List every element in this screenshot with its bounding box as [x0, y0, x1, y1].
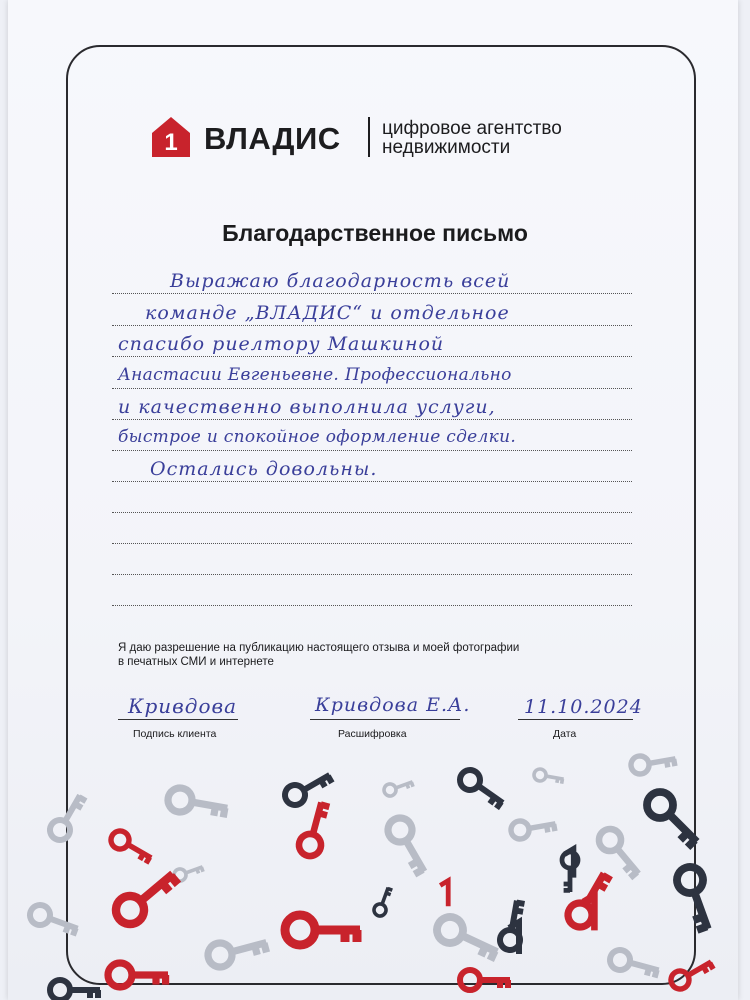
handwritten-line: Анастасии Евгеньевне. Профессионально: [118, 365, 512, 385]
ruled-line: [112, 543, 632, 544]
key-icon: [533, 768, 565, 785]
signature-line: [118, 719, 238, 720]
digit-one-icon: [440, 881, 448, 907]
brand-tagline: [382, 119, 562, 157]
key-icon: [456, 766, 508, 811]
letter-title: Благодарственное письмо: [222, 220, 528, 246]
key-icon: [108, 828, 156, 866]
ruled-line: [112, 388, 632, 389]
key-icon: [642, 787, 706, 851]
key-icon: [108, 963, 168, 987]
name-decoding: Кривдова Е.А.: [315, 694, 471, 716]
publication-consent: [118, 641, 598, 669]
date-caption: Дата: [553, 728, 577, 740]
ruled-line: [112, 574, 632, 575]
handwritten-line: Остались довольны.: [150, 458, 378, 480]
logo-divider: [368, 117, 370, 157]
key-icon: [297, 800, 332, 859]
decoding-line: [310, 719, 460, 720]
key-icon: [460, 970, 510, 990]
key-icon: [205, 931, 269, 970]
date-value: 11.10.2024: [524, 696, 643, 718]
key-icon: [510, 815, 557, 841]
key-icon: [595, 825, 647, 881]
svg-text:1: 1: [164, 129, 178, 156]
key-icon: [285, 915, 360, 945]
key-icon: [382, 776, 414, 798]
handwritten-line: Выражаю благодарность всей: [170, 270, 511, 292]
key-icon: [630, 750, 677, 776]
ruled-line: [112, 605, 632, 606]
handwritten-line: спасибо риелтору Машкиной: [118, 333, 445, 355]
key-icon: [668, 954, 716, 992]
key-icon: [50, 980, 100, 1000]
key-icon: [166, 786, 229, 820]
ruled-line: [112, 512, 632, 513]
ruled-line: [112, 356, 632, 357]
key-icon: [673, 863, 720, 933]
house-key-icon: [150, 115, 192, 159]
ruled-line: [112, 419, 632, 420]
company-logo: [150, 115, 610, 163]
key-icon: [384, 814, 435, 878]
ruled-line: [112, 293, 632, 294]
brand-name: ВЛАДИС: [204, 121, 341, 156]
ruled-line: [112, 325, 632, 326]
ruled-line: [112, 481, 632, 482]
consent-line-2: в печатных СМИ и интернете: [118, 656, 274, 668]
ruled-line: [112, 450, 632, 451]
key-icon: [372, 885, 394, 917]
date-line: [518, 719, 633, 720]
tagline-line-2: недвижимости: [382, 137, 511, 158]
keys-pattern: [0, 740, 730, 1000]
client-signature: Кривдова: [128, 694, 238, 718]
handwritten-line: и качественно выполнила услуги,: [118, 396, 496, 418]
key-icon: [110, 863, 182, 929]
handwritten-line: команде „ВЛАДИС“ и отдельное: [145, 302, 510, 324]
tagline-line-1: цифровое агентство: [382, 118, 562, 139]
decoding-caption: Расшифровка: [338, 728, 407, 740]
key-icon: [433, 913, 503, 964]
handwritten-line: быстрое и спокойное оформление сделки.: [118, 427, 517, 447]
key-icon: [608, 948, 661, 980]
consent-line-1: Я даю разрешение на публикацию настоящего отзыва и моей фотографии: [118, 642, 520, 654]
key-icon: [46, 790, 88, 843]
key-icon: [281, 766, 334, 808]
signature-caption: Подпись клиента: [133, 728, 217, 740]
key-icon: [27, 902, 81, 938]
